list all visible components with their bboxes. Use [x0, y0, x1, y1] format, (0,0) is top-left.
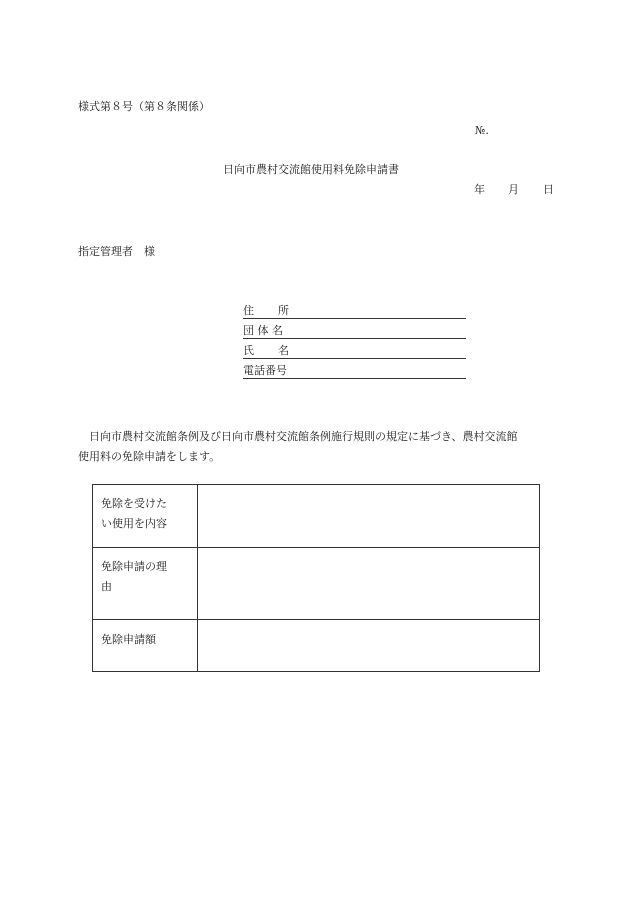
applicant-name-label-b: 名: [278, 344, 289, 357]
document-title: 日向市農村交流館使用料免除申請書: [223, 163, 399, 176]
applicant-group-label: 団 体 名: [243, 324, 283, 337]
statement-line-2: 使用料の免除申請をします。: [78, 450, 221, 463]
exemption-reason-label: [93, 548, 198, 620]
date-month-label: 月: [508, 183, 519, 196]
date-line: [474, 183, 554, 197]
statement-line-1: 日向市農村交流館条例及び日向市農村交流館条例施行規則の規定に基づき、農村交流館: [89, 430, 518, 443]
date-day-label: 日: [543, 183, 554, 196]
exemption-details-table: [92, 484, 540, 672]
exemption-use-label: [93, 485, 198, 548]
label-line: 免除を受けた: [101, 497, 167, 510]
exemption-reason-field[interactable]: [198, 548, 540, 620]
exemption-amount-field[interactable]: [198, 620, 540, 672]
date-year-label: 年: [474, 183, 485, 196]
table-row: [93, 548, 540, 620]
label-line: い使用を内容: [101, 517, 167, 530]
applicant-group-field: [243, 324, 466, 339]
table-row: [93, 485, 540, 548]
document-number-label: №.: [475, 124, 489, 137]
applicant-address-label-b: 所: [278, 304, 289, 317]
applicant-name-field: [243, 344, 466, 359]
application-statement: [78, 427, 563, 467]
applicant-name-label-a: 氏: [243, 344, 254, 357]
exemption-amount-label: [93, 620, 198, 672]
table-row: [93, 620, 540, 672]
exemption-use-field[interactable]: [198, 485, 540, 548]
form-number: 様式第８号（第８条関係）: [78, 100, 210, 113]
label-line: 由: [101, 580, 112, 593]
applicant-address-field: [243, 304, 466, 319]
applicant-address-label-a: 住: [243, 304, 254, 317]
addressee: 指定管理者 様: [78, 245, 155, 258]
label-line: 免除申請額: [101, 633, 156, 646]
applicant-phone-label: 電話番号: [243, 364, 287, 377]
label-line: 免除申請の理: [101, 560, 167, 573]
applicant-phone-field: [243, 364, 466, 379]
